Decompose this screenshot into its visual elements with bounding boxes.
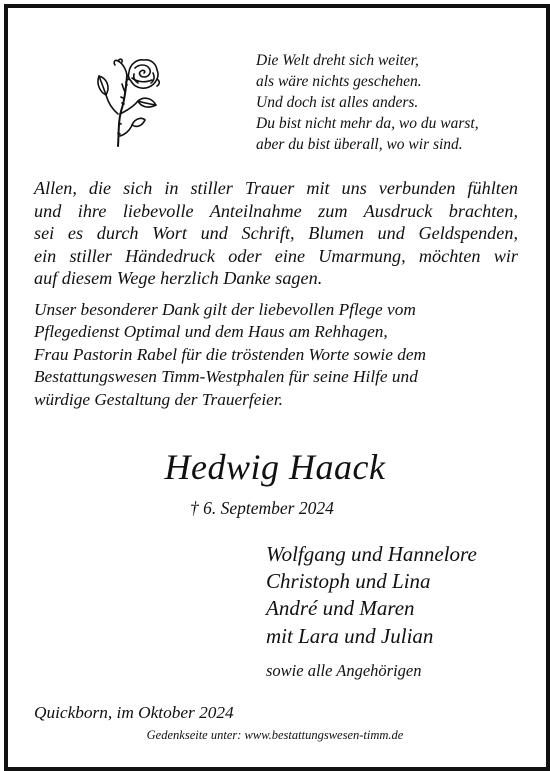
poem-line: Und doch ist alles anders.	[256, 94, 419, 111]
special-thanks-paragraph	[34, 299, 426, 411]
special-thanks-line: Unser besonderer Dank gilt der liebevollen Pflege vom	[34, 300, 416, 319]
family-member: mit Lara und Julian	[266, 623, 434, 648]
special-thanks-line: Pflegedienst Optimal und dem Haus am Rehhagen,	[34, 322, 388, 342]
place-date: Quickborn, im Oktober 2024	[34, 703, 234, 722]
death-date: † 6. September 2024	[190, 498, 334, 518]
thanks-line: ein stiller Händedruck oder eine Umarmung, möchten wir	[34, 245, 518, 266]
thanks-line: sei es durch Wort und Schrift, Blumen und Geldspenden,	[34, 223, 518, 244]
memorial-page-link[interactable]: Gedenkseite unter: www.bestattungswesen-timm.de	[146, 728, 404, 742]
thanks-paragraph	[34, 177, 518, 290]
deceased-name: Hedwig Haack	[164, 447, 386, 487]
poem-line: Du bist nicht mehr da, wo du warst,	[256, 115, 479, 132]
poem	[256, 50, 479, 155]
family-member: Wolfgang und Hannelore	[266, 542, 477, 566]
poem-line: aber du bist überall, wo wir sind.	[256, 136, 463, 153]
family-member: André und Maren	[266, 596, 415, 621]
special-thanks-line: Bestattungswesen Timm-Westphalen für seine Hilfe und	[34, 367, 418, 387]
special-thanks-line: Frau Pastorin Rabel für die tröstenden Worte sowie dem	[34, 344, 427, 364]
family-list	[266, 541, 477, 650]
relatives-line: sowie alle Angehörigen	[266, 661, 422, 680]
thanks-line: Allen, die sich in stiller Trauer mit uns verbunden fühlten	[34, 178, 518, 198]
poem-line: als wäre nichts geschehen.	[256, 73, 422, 90]
thanks-line: auf diesem Wege herzlich Danke sagen.	[34, 268, 323, 289]
thanks-line: und ihre liebevolle Anteilnahme zum Ausdruck brachten,	[34, 200, 518, 221]
poem-line: Die Welt dreht sich weiter,	[256, 52, 419, 69]
special-thanks-line: würdige Gestaltung der Trauerfeier.	[34, 389, 283, 409]
rose-icon	[82, 54, 172, 154]
family-member: Christoph und Lina	[266, 569, 431, 594]
